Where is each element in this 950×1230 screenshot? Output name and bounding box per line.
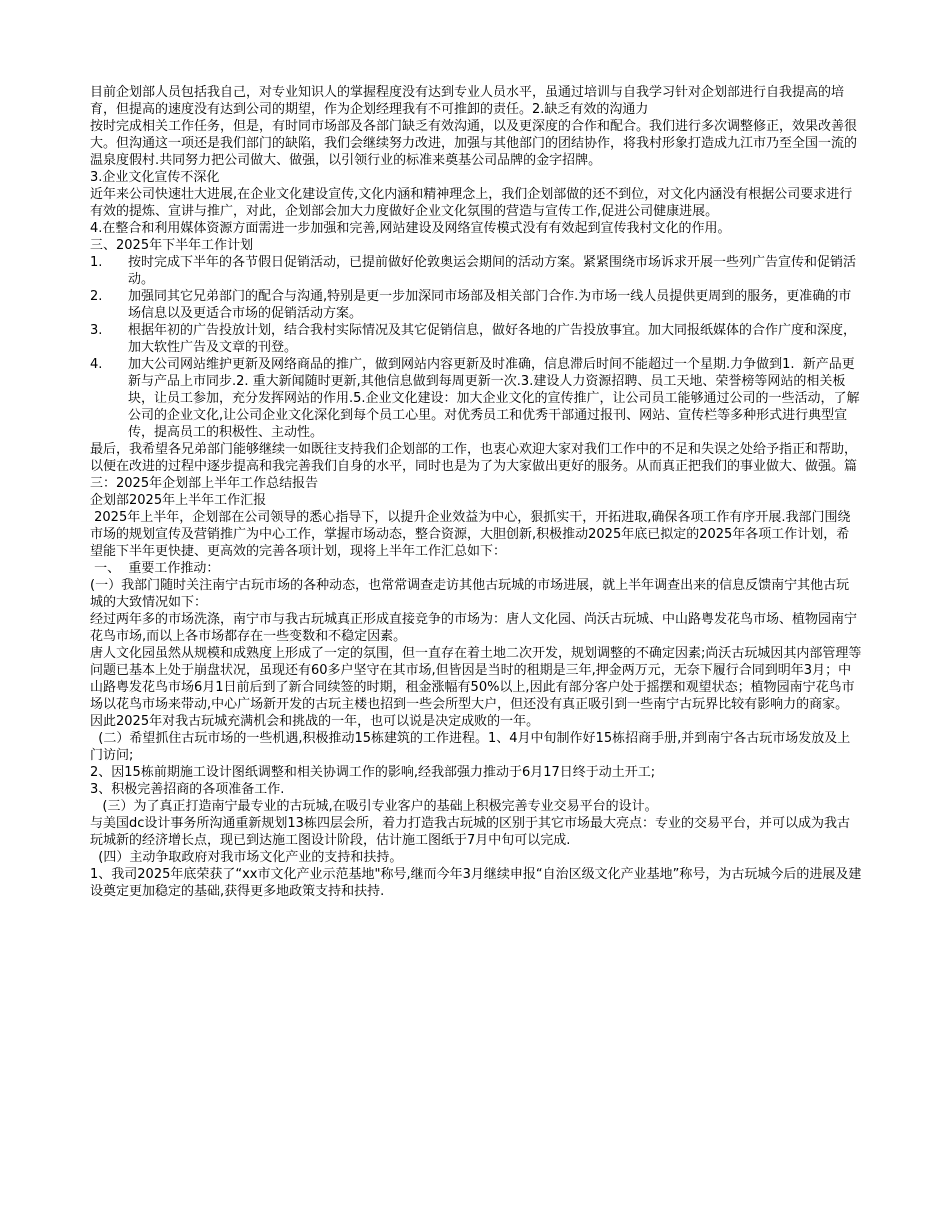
paragraph-market-watch: (一）我部门随时关注南宁古玩市场的各种动态，也常常调查走访其他古玩城的市场进展，就上半年调查出来的信息反馈南宁其他古玩城的大致情况如下： [90, 578, 850, 610]
paragraph-communication: 按时完成相关工作任务，但是，有时同市场部及各部门缺乏有效沟通，以及更深度的合作和配合。我们进行多次调整修正，效果改善很大。但沟通这一项还是我们部门的缺陷，我们会继续努力改进，加强与其他部门的团结协作，将我村形象打造成九江市乃至全国一流的温泉度假村.共同努力把公司做大、做强，以引领行业的标准来奠基公司品牌的金字招牌。 [90, 119, 858, 168]
paragraph-award: 1、我司2025年底荣获了“xx市文化产业示范基地"称号,继而今年3月继续申报“自治区级文化产业基地”称号，为古玩城今后的进展及建设奠定更加稳定的基础,获得更多地政策支持和扶持. [90, 867, 862, 899]
paragraph-trading-platform: (三）为了真正打造南宁最专业的古玩城,在吸引专业客户的基础上积极完善专业交易平台的设计。 [90, 799, 658, 814]
paragraph-design-firm: 与美国dc设计事务所沟通重新规划13栋四层会所，着力打造我古玩城的区别于其它市场最大亮点：专业的交易平台，并可以成为我古玩城新的经济增长点，现已到达施工图设计阶段，估计施工图纸于7月中旬可以完成. [90, 816, 850, 848]
paragraph-intro: 2025年上半年，企划部在公司领导的悉心指导下，以提升企业效益为中心，狠抓实干，开拓进取,确保各项工作有序开展.我部门围绕市场的规划宣传及营销推广为中心工作，掌握市场动态，整合资源，大胆创新,积极推动2025年底已拟定的2025年各项工作计划，希望能下半年更快捷、更高效的完善各项计划，现将上半年工作汇总如下： [90, 510, 851, 559]
paragraph-closing: 最后，我希望各兄弟部门能够继续一如既往支持我们企划部的工作，也衷心欢迎大家对我们工作中的不足和失误之处给予指正和帮助，以便在改进的过程中逐步提高和我完善我们自身的水平，同时也是为了为大家做出更好的服务。从而真正把我们的事业做大、做强。篇三：2025年企划部上半年工作总结报告 [90, 442, 858, 491]
plan-item-text: 根据年初的广告投放计划，结合我村实际情况及其它促销信息，做好各地的广告投放事宜。加大同报纸媒体的合作广度和深度，加大软性广告及文章的刊登。 [128, 323, 857, 355]
plan-item-text: 加强同其它兄弟部门的配合与沟通,特别是更一步加深同市场部及相关部门合作.为市场一线人员提供更周到的服务，更准确的市场信息以及更适合市场的促销活动方案。 [128, 289, 852, 321]
plan-item [90, 322, 862, 356]
plan-item-number: 2. [90, 289, 103, 304]
heading-key-work: 一、 重要工作推动： [90, 561, 220, 576]
paragraph-staff-skill: 目前企划部人员包括我自己，对专业知识人的掌握程度没有达到专业人员水平，虽通过培训与自我学习针对企划部进行自我提高的培育，但提高的速度没有达到公司的期望，作为企划经理我有不可推卸的责任。2.缺乏有效的沟通力 [90, 85, 845, 117]
plan-item [90, 356, 862, 441]
plan-item [90, 288, 862, 322]
plan-item-text: 按时完成下半年的各节假日促销活动，已提前做好伦敦奥运会期间的活动方案。紧紧围绕市场诉求开展一些列广告宣传和促销活动。 [128, 255, 857, 287]
section-heading-plan: 三、2025年下半年工作计划 [90, 238, 254, 253]
paragraph-construction-start: 2、因15栋前期施工设计图纸调整和相关协调工作的影响,经我部强力推动于6月17日终于动土开工; [90, 765, 656, 780]
plan-item-number: 1. [90, 255, 103, 270]
plan-item-number: 3. [90, 323, 103, 338]
paragraph-competitor-details: 唐人文化园虽然从规模和成熟度上形成了一定的氛围，但一直存在着土地二次开发，规划调整的不确定因素;尚沃古玩城因其内部管理等问题已基本上处于崩盘状况，虽现还有60多户坚守在其市场,但皆因是当时的租期是三年,押金两万元，无奈下履行合同到明年3月；中山路粤发花鸟市场6月1日前后到了新合同续签的时期，租金涨幅有50%以上,因此有部分客户处于摇摆和观望状态；植物园南宁花鸟市场以花鸟市场来带动,中心广场新开发的古玩主楼也招到一些会所型大户，但还没有真正吸引到一些南宁古玩界比较有影响力的商家。 [90, 646, 862, 712]
document-page [90, 84, 862, 900]
paragraph-opportunity: 因此2025年对我古玩城充满机会和挑战的一年，也可以说是决定成败的一年。 [90, 714, 540, 729]
paragraph-competitors: 经过两年多的市场洗涤，南宁市与我古玩城真正形成直接竞争的市场为：唐人文化园、尚沃古玩城、中山路粤发花鸟市场、植物园南宁花鸟市场,而以上各市场都存在一些变数和不稳定因素。 [90, 612, 858, 644]
paragraph-media: 4.在整合和利用媒体资源方面需进一步加强和完善,网站建设及网络宣传模式没有有效起到宣传我村文化的作用。 [90, 221, 731, 236]
paragraph-culture: 近年来公司快速壮大进展,在企业文化建设宣传,文化内涵和精神理念上，我们企划部做的还不到位，对文化内涵没有根据公司要求进行有效的提炼、宣讲与推广，对此，企划部会加大力度做好企业文化氛围的营造与宣传工作,促进公司健康进展。 [90, 187, 853, 219]
paragraph-building-15: (二）希望抓住古玩市场的一些机遇,积极推动15栋建筑的工作进程。1、4月中旬制作好15栋招商手册,并到南宁各古玩市场发放及上门访问; [90, 731, 851, 763]
heading-culture: 3.企业文化宣传不深化 [90, 170, 220, 185]
plan-item-number: 4. [90, 357, 103, 372]
paragraph-government-support: (四）主动争取政府对我市场文化产业的支持和扶持。 [90, 850, 403, 865]
plan-item-text: 加大公司网站维护更新及网络商品的推广，做到网站内容更新及时准确，信息滞后时间不能超过一个星期.力争做到1. 新产品更新与产品上市同步.2. 重大新闻随时更新,其他信息做到每周更新一次.3.建设人力资源招聘、员工天地、荣誉榜等网站的相关板块，让员工参加，充分发挥网站的作用.5.企业文化建设：加大企业文化的宣传推广，让公司员工能够通过公司的一些活动，了解公司的企业文化,让公司企业文化深化到每个员工心里。对优秀员工和优秀干部通过报刊、网站、宣传栏等多种形式进行典型宣传，提高员工的积极性、主动性。 [128, 357, 860, 440]
paragraph-prep-work: 3、积极完善招商的各项准备工作. [90, 782, 285, 797]
report-title: 企划部2025年上半年工作汇报 [90, 493, 267, 508]
plan-item [90, 254, 862, 288]
